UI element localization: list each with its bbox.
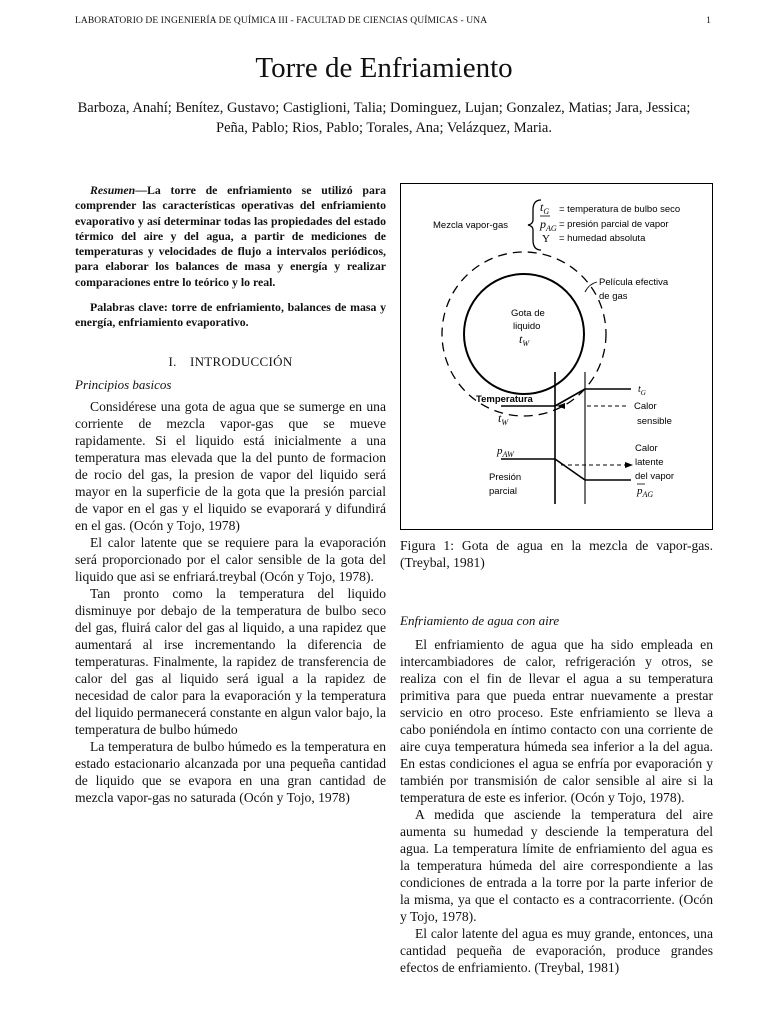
running-title: LABORATORIO DE INGENIERÍA DE QUÍMICA III - FACULTAD DE CIENCIAS QUÍMICAS - UNA [75,16,488,26]
symbol-tg-profile: $t_G$ [638,384,646,397]
symbol-pag: $p_{AG}$ [540,217,557,233]
abstract-text: —La torre de enfriamiento se utilizó para comprender las características operativas del enfriamiento evaporativo y así determinar todas las propiedades del estado térmico del aire y del agua, a partir de mediciones de temperaturas y velocidades de flujo a intervalos periódicos, para elaborar los balances de masa y energía y realizar comparaciones entre lo teórico y lo real. [75,183,386,289]
symbol-tg: $t_G$ [540,200,550,216]
label-temperatura: Temperatura [476,394,533,405]
air-paragraph: El calor latente del agua es muy grande, entonces, una cantidad pequeña de evaporación, produce grandes efectos de enfriamiento. (Treybal, 1981) [400,926,713,975]
running-header [75,16,711,26]
subsection-enfriamiento: Enfriamiento de agua con aire [400,613,560,628]
label-sensible: sensible [637,416,672,427]
droplet-circle [464,274,584,394]
keywords: Palabras clave: torre de enfriamiento, balances de masa y energía, enfriamiento evaporativo. [75,300,386,330]
symbol-pag-profile: $p_{AG}$ [637,485,654,499]
author-list: Barboza, Anahí; Benítez, Gustavo; Castiglioni, Talia; Dominguez, Lujan; Gonzalez, Matias; Jara, Jessica; Peña, Pablo; Rios, Pablo; Torales, Ana; Velázquez, Maria. [77,100,691,136]
label-latente: latente [635,457,664,468]
symbol-tw-center: $t_W$ [519,332,530,348]
intro-paragraph: Tan pronto como la temperatura del liquido disminuye por debajo de la temperatura de bulbo seco del gas, fluirá calor del gas al liquido, a una rapidez que aumentará al irse incrementando la diferencia de temperaturas. Finalmente, la rapidez de transferencia de calor del gas al liquido será igual a la rapidez de necesidad de calor para la evaporación y la temperatura del liquido permanecerá constante en algun valor bajo, la temperatura de bulbo húmedo [75,585,386,737]
droplet-diagram [401,184,714,531]
def-pag: = presión parcial de vapor [559,219,669,230]
intro-paragraph: Considérese una gota de agua que se sumerge en una corriente de mezcla vapor-gas que se mueve rapidamente. Si el liquido está inicialmente a una temperatura mas elevada que la del punto de formacion de rocio del gas, la presion de vapor del liquido será mayor en la superficie de la gota que la presión parcial de vapor en el gas y el liquido se evaporará y difundirá en el gas. (Ocón y Tojo, 1978) [75,398,386,533]
label-gota: Gota de [511,308,545,319]
air-paragraph: El enfriamiento de agua que ha sido empleada en intercambiadores de calor, refrigeración y otros, se realiza con el fin de llevar el agua a su temperatura primitiva para que pueda entrar nuevamente a prestar servicio en otro proceso. Este enfriamiento se lleva a cabo poniéndola en íntimo contacto con una corriente de aire cuya temperatura húmeda sea inferior a la del agua. En estas condiciones el agua se enfría por evaporación y también por transmisión de calor sensible al aire si la temperatura de este es inferior. (Ocón y Tojo, 1978). [400,637,713,805]
intro-paragraph: El calor latente que se requiere para la evaporación será proporcionado por el calor sensible de la gota del liquido que asi se enfriará.treybal (Ocón y Tojo, 1978). [75,534,386,584]
pelicula-leader [585,282,597,292]
label-calor-sensible: Calor [634,401,657,412]
label-del-vapor: del vapor [635,471,675,482]
section-heading-intro: I. INTRODUCCIÓN [168,353,293,369]
subsection-principios: Principios basicos [75,376,172,392]
def-tg: = temperatura de bulbo seco [559,204,681,215]
label-pelicula: Película efectiva [599,277,669,288]
label-liquido: liquido [513,321,541,332]
symbol-y: Y [542,233,550,245]
left-column [75,183,386,806]
air-paragraph: A medida que asciende la temperatura del aire aumenta su humedad y desciende la temperatura del agua. La temperatura límite de enfriamiento del agua es la temperatura húmeda del aire correspondiente a las condiciones de entrada a la torre por la parte inferior de la misma, ya que el contacto es a contracorriente. (Ocón y Tojo, 1978). [400,807,713,924]
label-de-gas: de gas [599,291,628,302]
def-y: = humedad absoluta [559,233,646,244]
figure-droplet [400,183,713,530]
label-parcial: parcial [489,486,517,497]
label-mezcla: Mezcla vapor-gas [433,220,508,231]
figure-caption: Figura 1: Gota de agua en la mezcla de vapor-gas.(Treybal, 1981) [400,538,713,570]
label-calor-latente: Calor [635,443,658,454]
symbol-tw: $t_W$ [498,411,509,427]
right-column [400,183,713,976]
page-number: 1 [706,16,711,26]
abstract [75,183,386,290]
paper-title: Torre de Enfriamiento [255,52,513,84]
abstract-lead: Resumen [90,183,136,197]
label-presion: Presión [489,472,522,483]
symbol-paw: $p_{AW}$ [497,445,514,459]
intro-paragraph: La temperatura de bulbo húmedo es la temperatura en estado estacionario alcanzada por una pequeña cantidad de liquido que se evapora en una gran cantidad de mezcla vapor-gas no saturada (Ocón y Tojo, 1978) [75,738,386,805]
